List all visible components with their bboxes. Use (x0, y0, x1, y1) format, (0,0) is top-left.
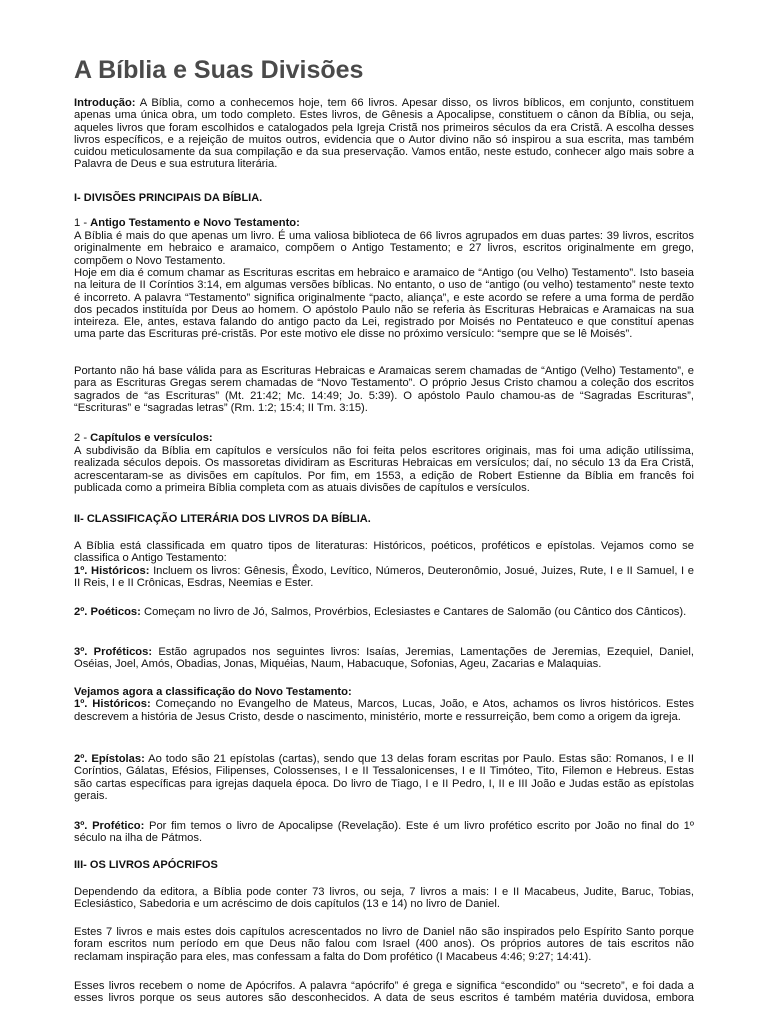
at-poeticos-text: Começam no livro de Jó, Salmos, Provérbios, Eclesiastes e Cantares de Salomão (ou Cântico dos Cânticos). (140, 606, 687, 618)
intro-paragraph (74, 97, 694, 171)
section-3-heading: III- OS LIVROS APÓCRIFOS (74, 859, 218, 871)
intro-label: Introdução: (74, 97, 136, 109)
section-3-paragraph-3: Esses livros recebem o nome de Apócrifos. A palavra “apócrifo” é grega e significa “escondido” ou “secreto”, e foi dada a esses livros porque os seus autores são desconhecidos. A data de seus escritos é também matéria duvidosa, embora (74, 980, 694, 1005)
nt-profetico (74, 820, 694, 845)
nt-profetico-text: Por fim temos o livro de Apocalipse (Revelação). Este é um livro profético escrito por João no final do 1º século na ilha de Pátmos. (74, 820, 694, 845)
subsection-2-label: Capítulos e versículos: (90, 432, 213, 444)
nt-epistolas (74, 753, 694, 802)
section-2-intro-text: A Bíblia está classificada em quatro tipos de literaturas: Históricos, poéticos, proféticos e epístolas. Vejamos como se classifica o Antigo Testamento: (74, 540, 694, 565)
intro-text: A Bíblia, como a conhecemos hoje, tem 66 livros. Apesar disso, os livros bíblicos, em conjunto, constituem apenas uma única obra, um todo completo. Estes livros, de Gênesis a Apocalipse, constituem o cânon da Bíblia, ou seja, aqueles livros que foram escolhidos e catalogados pela Igreja Cristã nos primeiros séculos da era Cristã. A escolha desses livros específicos, e a rejeição de muitos outros, evidencia que o Autor divino não só inspirou a sua escrita, mas também cuidou meticulosamente da sua compilação e da sua preservação. Vamos então, neste estudo, conhecer algo mais sobre a Palavra de Deus e sua estrutura literária. (74, 97, 694, 171)
nt-profetico-label: 3º. Profético: (74, 820, 145, 832)
nt-epistolas-text: Ao todo são 21 epístolas (cartas), sendo que 13 delas foram escritas por Paulo. Estas são: Romanos, I e II Coríntios, Gálatas, Efésios, Filipenses, Colossenses, I e II Tessalonicenses, I e II Timóteo, Tito, Filemon e Hebreus. Estas são cartas específicas para igrejas daquela época. Do livro de Tiago, I e II Pedro, I, II e III João e Judas estão as epístolas gerais. (74, 753, 694, 802)
section-3-paragraph-1: Dependendo da editora, a Bíblia pode conter 73 livros, ou seja, 7 livros a mais: I e II Macabeus, Judite, Baruc, Tobias, Eclesiástico, Sabedoria e um acréscimo de dois capítulos (13 e 14) no livro de Daniel. (74, 886, 694, 911)
section-2-intro (74, 540, 694, 589)
section-1-paragraph-2: Hoje em dia é comum chamar as Escrituras escritas em hebraico e aramaico de “Antigo (ou Velho) Testamento”. Isto baseia na leitura de II Coríntios 3:14, em algumas versões bíblicas. No entanto, o uso de “antigo (ou velho) testamento” neste texto é incorreto. A palavra “Testamento” significa originalmente “pacto, aliança”, e este acordo se refere a uma forma de perdão dos pecados instituída por Deus ao homem. O apóstolo Paulo não se referia às Escrituras Hebraicas e Aramaicas na sua inteireza. Ele, antes, estava falando do antigo pacto da Lei, registrado por Moisés no Pentateuco e que constituí apenas uma parte das Escrituras pré-cristãs. Por este motivo ele disse no próximo versículo: “sempre que se lê Moisés”. (74, 267, 694, 341)
at-profeticos-label: 3º. Proféticos: (74, 646, 153, 658)
section-2-heading: II- CLASSIFICAÇÃO LITERÁRIA DOS LIVROS DA BÍBLIA. (74, 513, 371, 525)
at-historicos-label: 1º. Históricos: (74, 564, 150, 577)
at-poeticos (74, 606, 694, 618)
at-profeticos-text: Estão agrupados nos seguintes livros: Isaías, Jeremias, Lamentações de Jeremias, Ezequiel, Daniel, Oséias, Joel, Amós, Obadias, Jonas, Miquéias, Naum, Habacuque, Sofonias, Ageu, Zacarias e Malaquias. (74, 646, 694, 671)
subsection-2-number: 2 - (74, 432, 91, 444)
section-1-paragraph-4: A subdivisão da Bíblia em capítulos e versículos não foi feita pelos escritores originais, mas foi uma adição utilíssima, realizada séculos depois. Os massoretas dividiram as Escrituras Hebraicas em versículos; daí, no século 13 da Era Cristã, acrescentaram-se as divisões em capítulos. Por fim, em 1553, a edição de Robert Estienne da Bíblia em francês foi publicada como a primeira Bíblia completa com as atuais divisões de capítulos e versículos. (74, 445, 694, 494)
subsection-1-number: 1 - (74, 217, 91, 229)
nt-heading: Vejamos agora a classificação do Novo Testamento: (74, 686, 352, 698)
section-1-heading: I- DIVISÕES PRINCIPAIS DA BÍBLIA. (74, 192, 263, 204)
subsection-2-title (74, 432, 694, 444)
section-3-paragraph-2: Estes 7 livros e mais estes dois capítulos acrescentados no livro de Daniel não são inspirados pelo Espírito Santo porque foram escritos num período em que Deus não falou com Israel (400 anos). Os próprios autores de tais escritos não reclamam inspiração para eles, mas confessam a falta do Dom profético (I Macabeus 4:46; 9:27; 14:41). (74, 926, 694, 963)
nt-historicos-text: Começando no Evangelho de Mateus, Marcos, Lucas, João, e Atos, achamos os livros históricos. Estes descrevem a história de Jesus Cristo, desde o nascimento, ministério, morte e ressurreição, bem como a origem da igreja. (74, 698, 694, 723)
nt-epistolas-label: 2º. Epístolas: (74, 753, 145, 765)
section-1-paragraph-3: Portanto não há base válida para as Escrituras Hebraicas e Aramaicas serem chamadas de “Antigo (Velho) Testamento”, e para as Escrituras Gregas serem chamadas de “Novo Testamento”. O próprio Jesus Cristo chamou a coleção dos escritos sagrados de “as Escrituras” (Mt. 21:42; Mc. 14:49; Jo. 5:39). O apóstolo Paulo chamou-as de “Sagradas Escrituras”, “Escrituras” e “sagradas letras” (Rm. 1:2; 15:4; II Tm. 3:15). (74, 365, 694, 414)
nt-historicos-label: 1º. Históricos: (74, 698, 151, 711)
at-poeticos-label: 2º. Poéticos: (74, 606, 141, 618)
at-profeticos (74, 646, 694, 671)
subsection-1-label: Antigo Testamento e Novo Testamento: (90, 217, 300, 229)
document-title: A Bíblia e Suas Divisões (74, 56, 364, 84)
section-1-paragraph-1: A Bíblia é mais do que apenas um livro. É uma valiosa biblioteca de 66 livros agrupados em duas partes: 39 livros, escritos originalmente em hebraico e aramaico, compõem o Antigo Testamento; e 27 livros, escritos originalmente em grego, compõem o Novo Testamento. (74, 230, 694, 267)
at-historicos-text: Incluem os livros: Gênesis, Êxodo, Levítico, Números, Deuteronômio, Josué, Juizes, Rute, I e II Samuel, I e II Reis, I e II Crônicas, Esdras, Neemias e Ester. (74, 564, 694, 589)
nt-classification (74, 686, 694, 723)
subsection-1-title (74, 217, 694, 229)
